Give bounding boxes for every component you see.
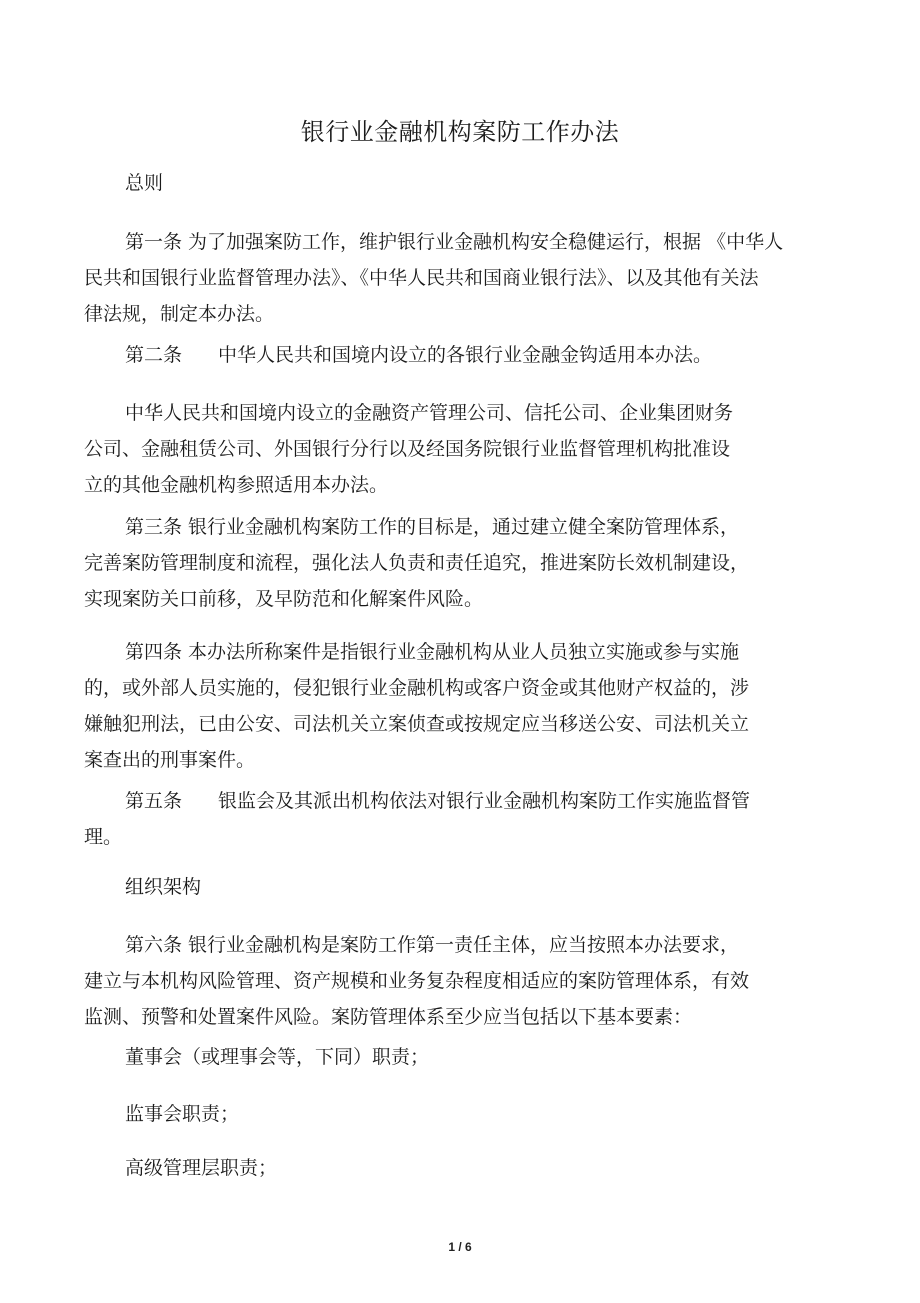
article-5-text: 银监会及其派出机构依法对银行业金融机构案防工作实施监督管 <box>218 790 751 812</box>
article-4-line: 第四条 本办法所称案件是指银行业金融机构从业人员独立实施或参与实施 <box>125 641 740 663</box>
list-item <box>84 1096 844 1132</box>
article-2-paragraph-2-line: 立的其他金融机构参照适用本办法。 <box>84 474 389 496</box>
list-item-text: 董事会（或理事会等，下同）职责； <box>125 1046 430 1068</box>
article-3-line: 第三条 银行业金融机构案防工作的目标是，通过建立健全案防管理体系， <box>125 516 740 538</box>
article-4 <box>84 634 844 778</box>
article-5-line: 理。 <box>84 826 123 848</box>
list-item-text: 监事会职责； <box>125 1103 240 1125</box>
section-heading-organization: 组织架构 <box>125 876 202 898</box>
article-2-text: 中华人民共和国境内设立的各银行业金融金钩适用本办法。 <box>218 344 713 366</box>
list-item <box>84 1150 844 1186</box>
article-1 <box>84 224 844 332</box>
article-1-line: 民共和国银行业监督管理办法》、《中华人民共和国商业银行法》、以及其他有关法 <box>84 267 759 289</box>
article-1-line: 律法规，制定本办法。 <box>84 303 275 325</box>
article-2-paragraph-2 <box>84 395 844 503</box>
article-6-line: 第六条 银行业金融机构是案防工作第一责任主体，应当按照本办法要求， <box>125 934 740 956</box>
article-3-line: 完善案防管理制度和流程，强化法人负责和责任追究，推进案防长效机制建设， <box>84 552 750 574</box>
document-title: 银行业金融机构案防工作办法 <box>300 118 620 146</box>
article-4-line: 的，或外部人员实施的，侵犯银行业金融机构或客户资金或其他财产权益的，涉 <box>84 677 750 699</box>
article-2-paragraph-2-line: 中华人民共和国境内设立的金融资产管理公司、信托公司、企业集团财务 <box>125 402 734 424</box>
list-item <box>84 1039 844 1075</box>
article-6-line: 监测、预警和处置案件风险。案防管理体系至少应当包括以下基本要素： <box>84 1006 693 1028</box>
article-2-label: 第二条 <box>125 344 183 366</box>
article-2-paragraph-2-line: 公司、金融租赁公司、外国银行分行以及经国务院银行业监督管理机构批准设 <box>84 438 731 460</box>
article-3 <box>84 509 844 617</box>
article-5-label: 第五条 <box>125 790 183 812</box>
article-1-line: 第一条 为了加强案防工作，维护银行业金融机构安全稳健运行，根据 《中华人 <box>125 231 784 253</box>
article-5 <box>84 783 844 855</box>
article-4-line: 案查出的刑事案件。 <box>84 749 256 771</box>
article-5-line <box>84 783 844 819</box>
article-6 <box>84 927 844 1035</box>
article-2-line <box>84 337 844 373</box>
article-3-line: 实现案防关口前移，及早防范和化解案件风险。 <box>84 588 484 610</box>
article-4-line: 嫌触犯刑法，已由公安、司法机关立案侦查或按规定应当移送公安、司法机关立 <box>84 713 750 735</box>
page-number: 1 / 6 <box>448 1240 472 1254</box>
section-heading-general: 总则 <box>125 172 164 194</box>
article-2 <box>84 337 844 373</box>
article-6-line: 建立与本机构风险管理、资产规模和业务复杂程度相适应的案防管理体系，有效 <box>84 970 750 992</box>
list-item-text: 高级管理层职责； <box>125 1157 278 1179</box>
